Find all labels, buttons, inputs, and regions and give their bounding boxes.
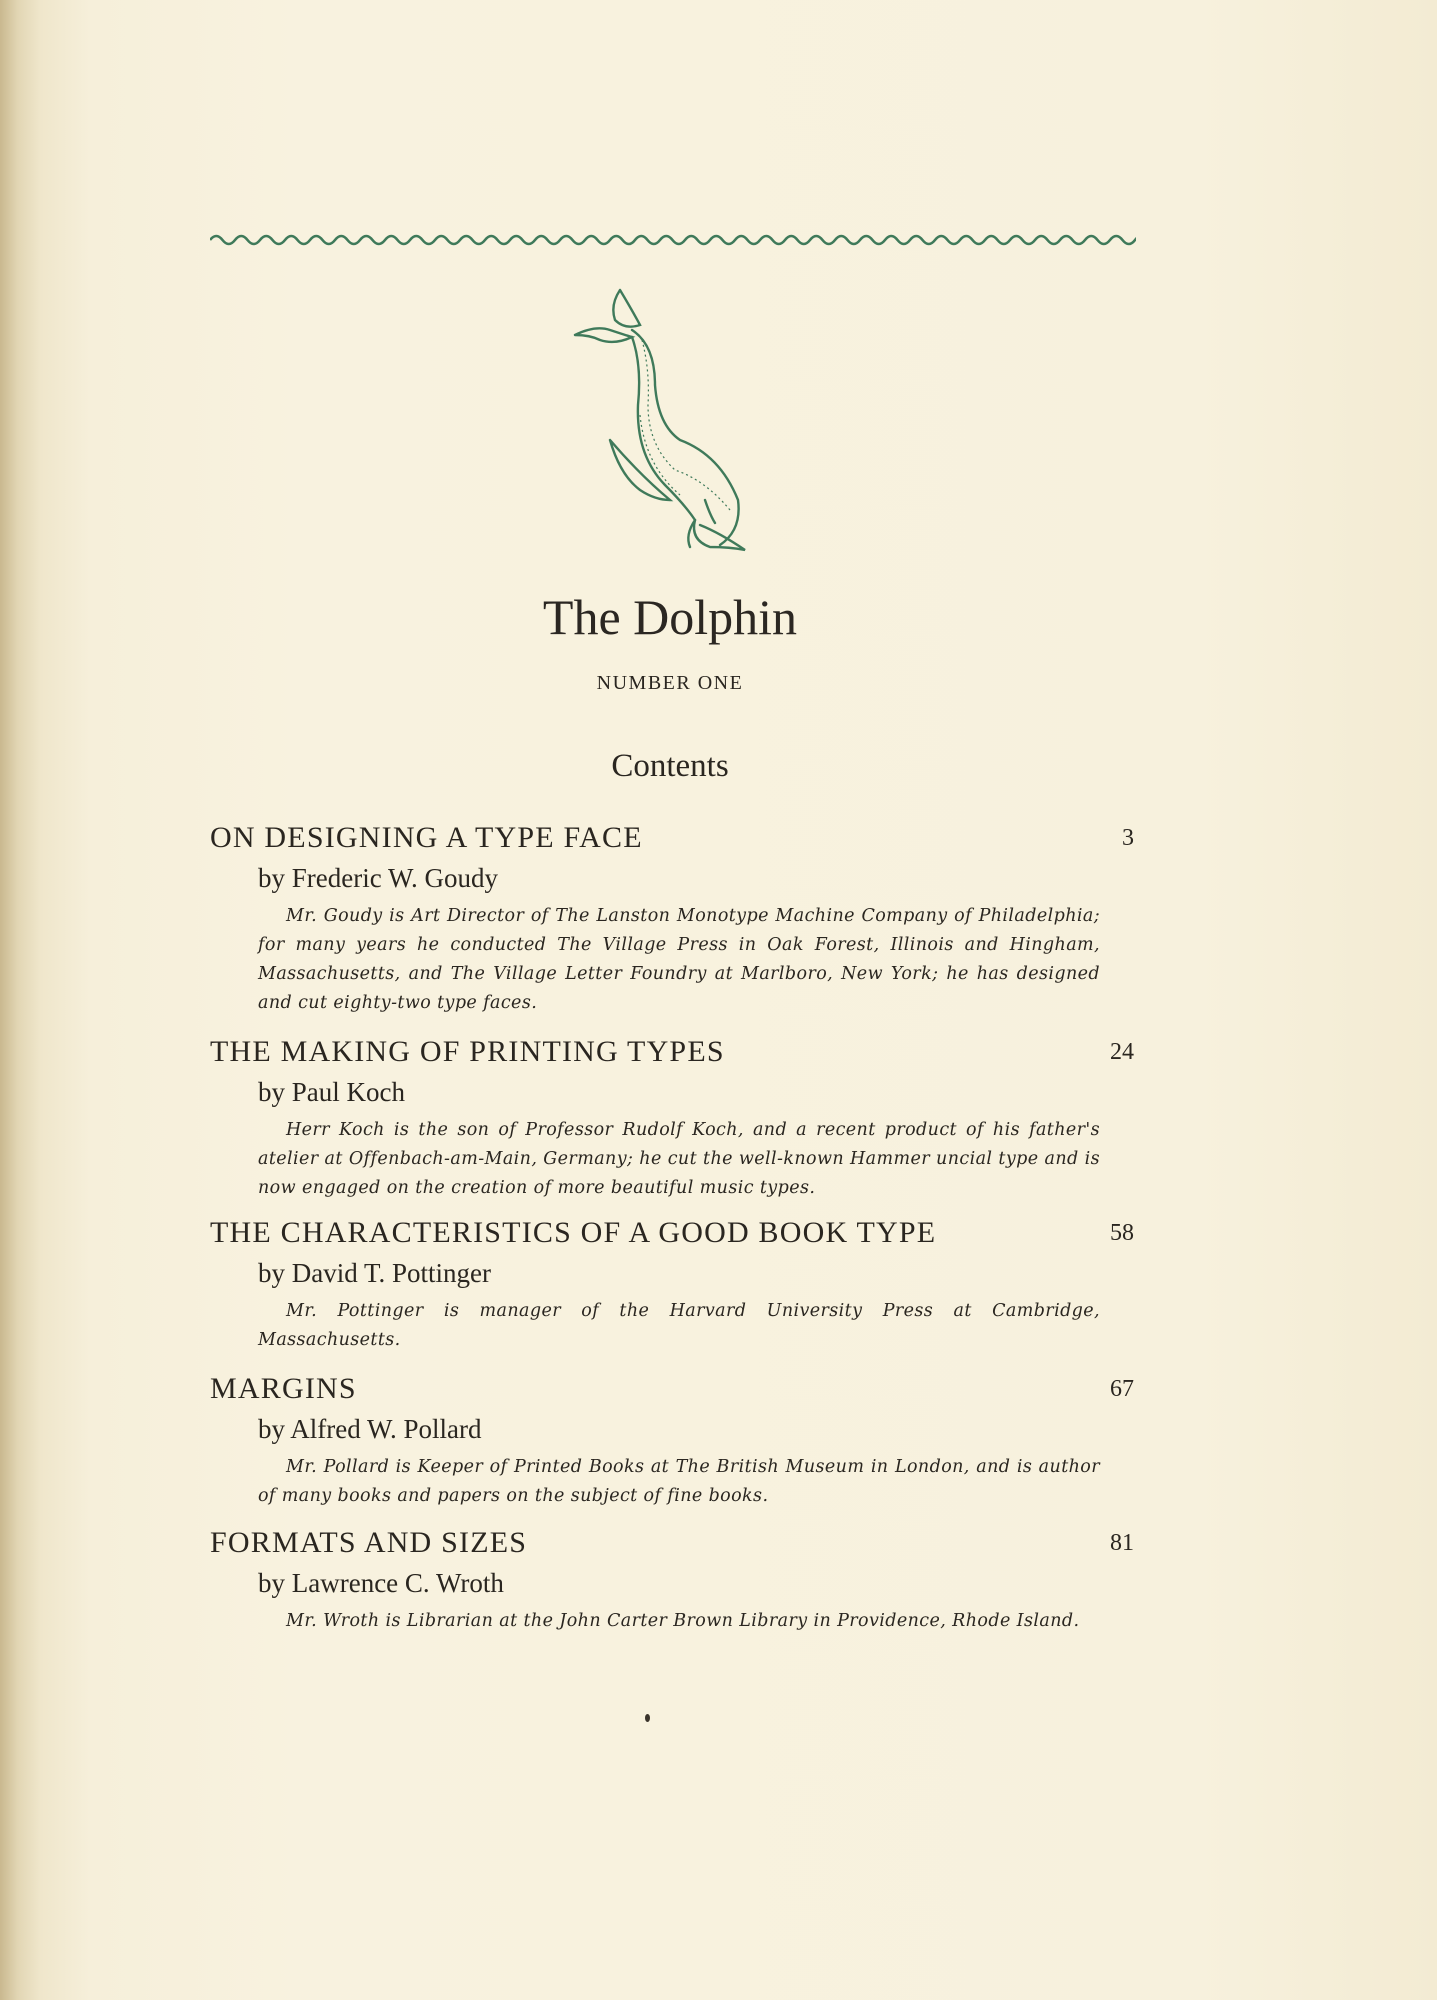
entry-page: 58 (1110, 1220, 1134, 1246)
entry-page: 67 (1110, 1376, 1134, 1402)
toc-entry (210, 1215, 1134, 1355)
entry-author: by Alfred W. Pollard (258, 1414, 482, 1444)
entry-author: by Paul Koch (258, 1077, 405, 1107)
ink-dot (645, 1714, 650, 1722)
issue-number: NUMBER ONE (596, 672, 744, 694)
toc-entry (210, 1525, 1134, 1636)
entry-description: Herr Koch is the son of Professor Rudolf Koch, and a recent product of his father's atelier at Offenbach-am-Main, Germany; he cut the well-known Hammer uncial type and is now engaged on the creation of more beautiful music types. (258, 1120, 1100, 1198)
dolphin-illustration (570, 285, 760, 565)
entry-title: MARGINS (210, 1372, 357, 1405)
entry-author: by David T. Pottinger (258, 1258, 491, 1288)
entry-author: by Lawrence C. Wroth (258, 1568, 504, 1598)
entry-description: Mr. Pollard is Keeper of Printed Books at The British Museum in London, and is author of many books and papers on the subject of fine books. (258, 1457, 1100, 1506)
entry-description: Mr. Goudy is Art Director of The Lanston Monotype Machine Company of Philadelphia; for many years he conducted The Village Press in Oak Forest, Illinois and Hingham, Massachusetts, and The Village Letter Foundry at Marlboro, New York; he has designed and cut eighty-two type faces. (258, 906, 1100, 1013)
entry-description: Mr. Pottinger is manager of the Harvard University Press at Cambridge, Massachusetts. (258, 1301, 1100, 1350)
entry-title: ON DESIGNING A TYPE FACE (210, 821, 643, 854)
wave-rule-ornament (210, 228, 1136, 252)
contents-heading: Contents (611, 748, 729, 784)
entry-description: Mr. Wroth is Librarian at the John Carter Brown Library in Providence, Rhode Island. (286, 1611, 1080, 1631)
entry-page: 24 (1110, 1039, 1134, 1065)
entry-page: 81 (1110, 1530, 1134, 1556)
toc-entry (210, 1034, 1134, 1203)
entry-title: FORMATS AND SIZES (210, 1526, 528, 1559)
toc-entry (210, 820, 1134, 1018)
entry-author: by Frederic W. Goudy (258, 863, 498, 893)
entry-page: 3 (1122, 825, 1134, 851)
entry-title: THE MAKING OF PRINTING TYPES (210, 1035, 725, 1068)
toc-entry (210, 1371, 1134, 1511)
entry-title: THE CHARACTERISTICS OF A GOOD BOOK TYPE (210, 1216, 937, 1249)
journal-title: The Dolphin (542, 589, 798, 645)
